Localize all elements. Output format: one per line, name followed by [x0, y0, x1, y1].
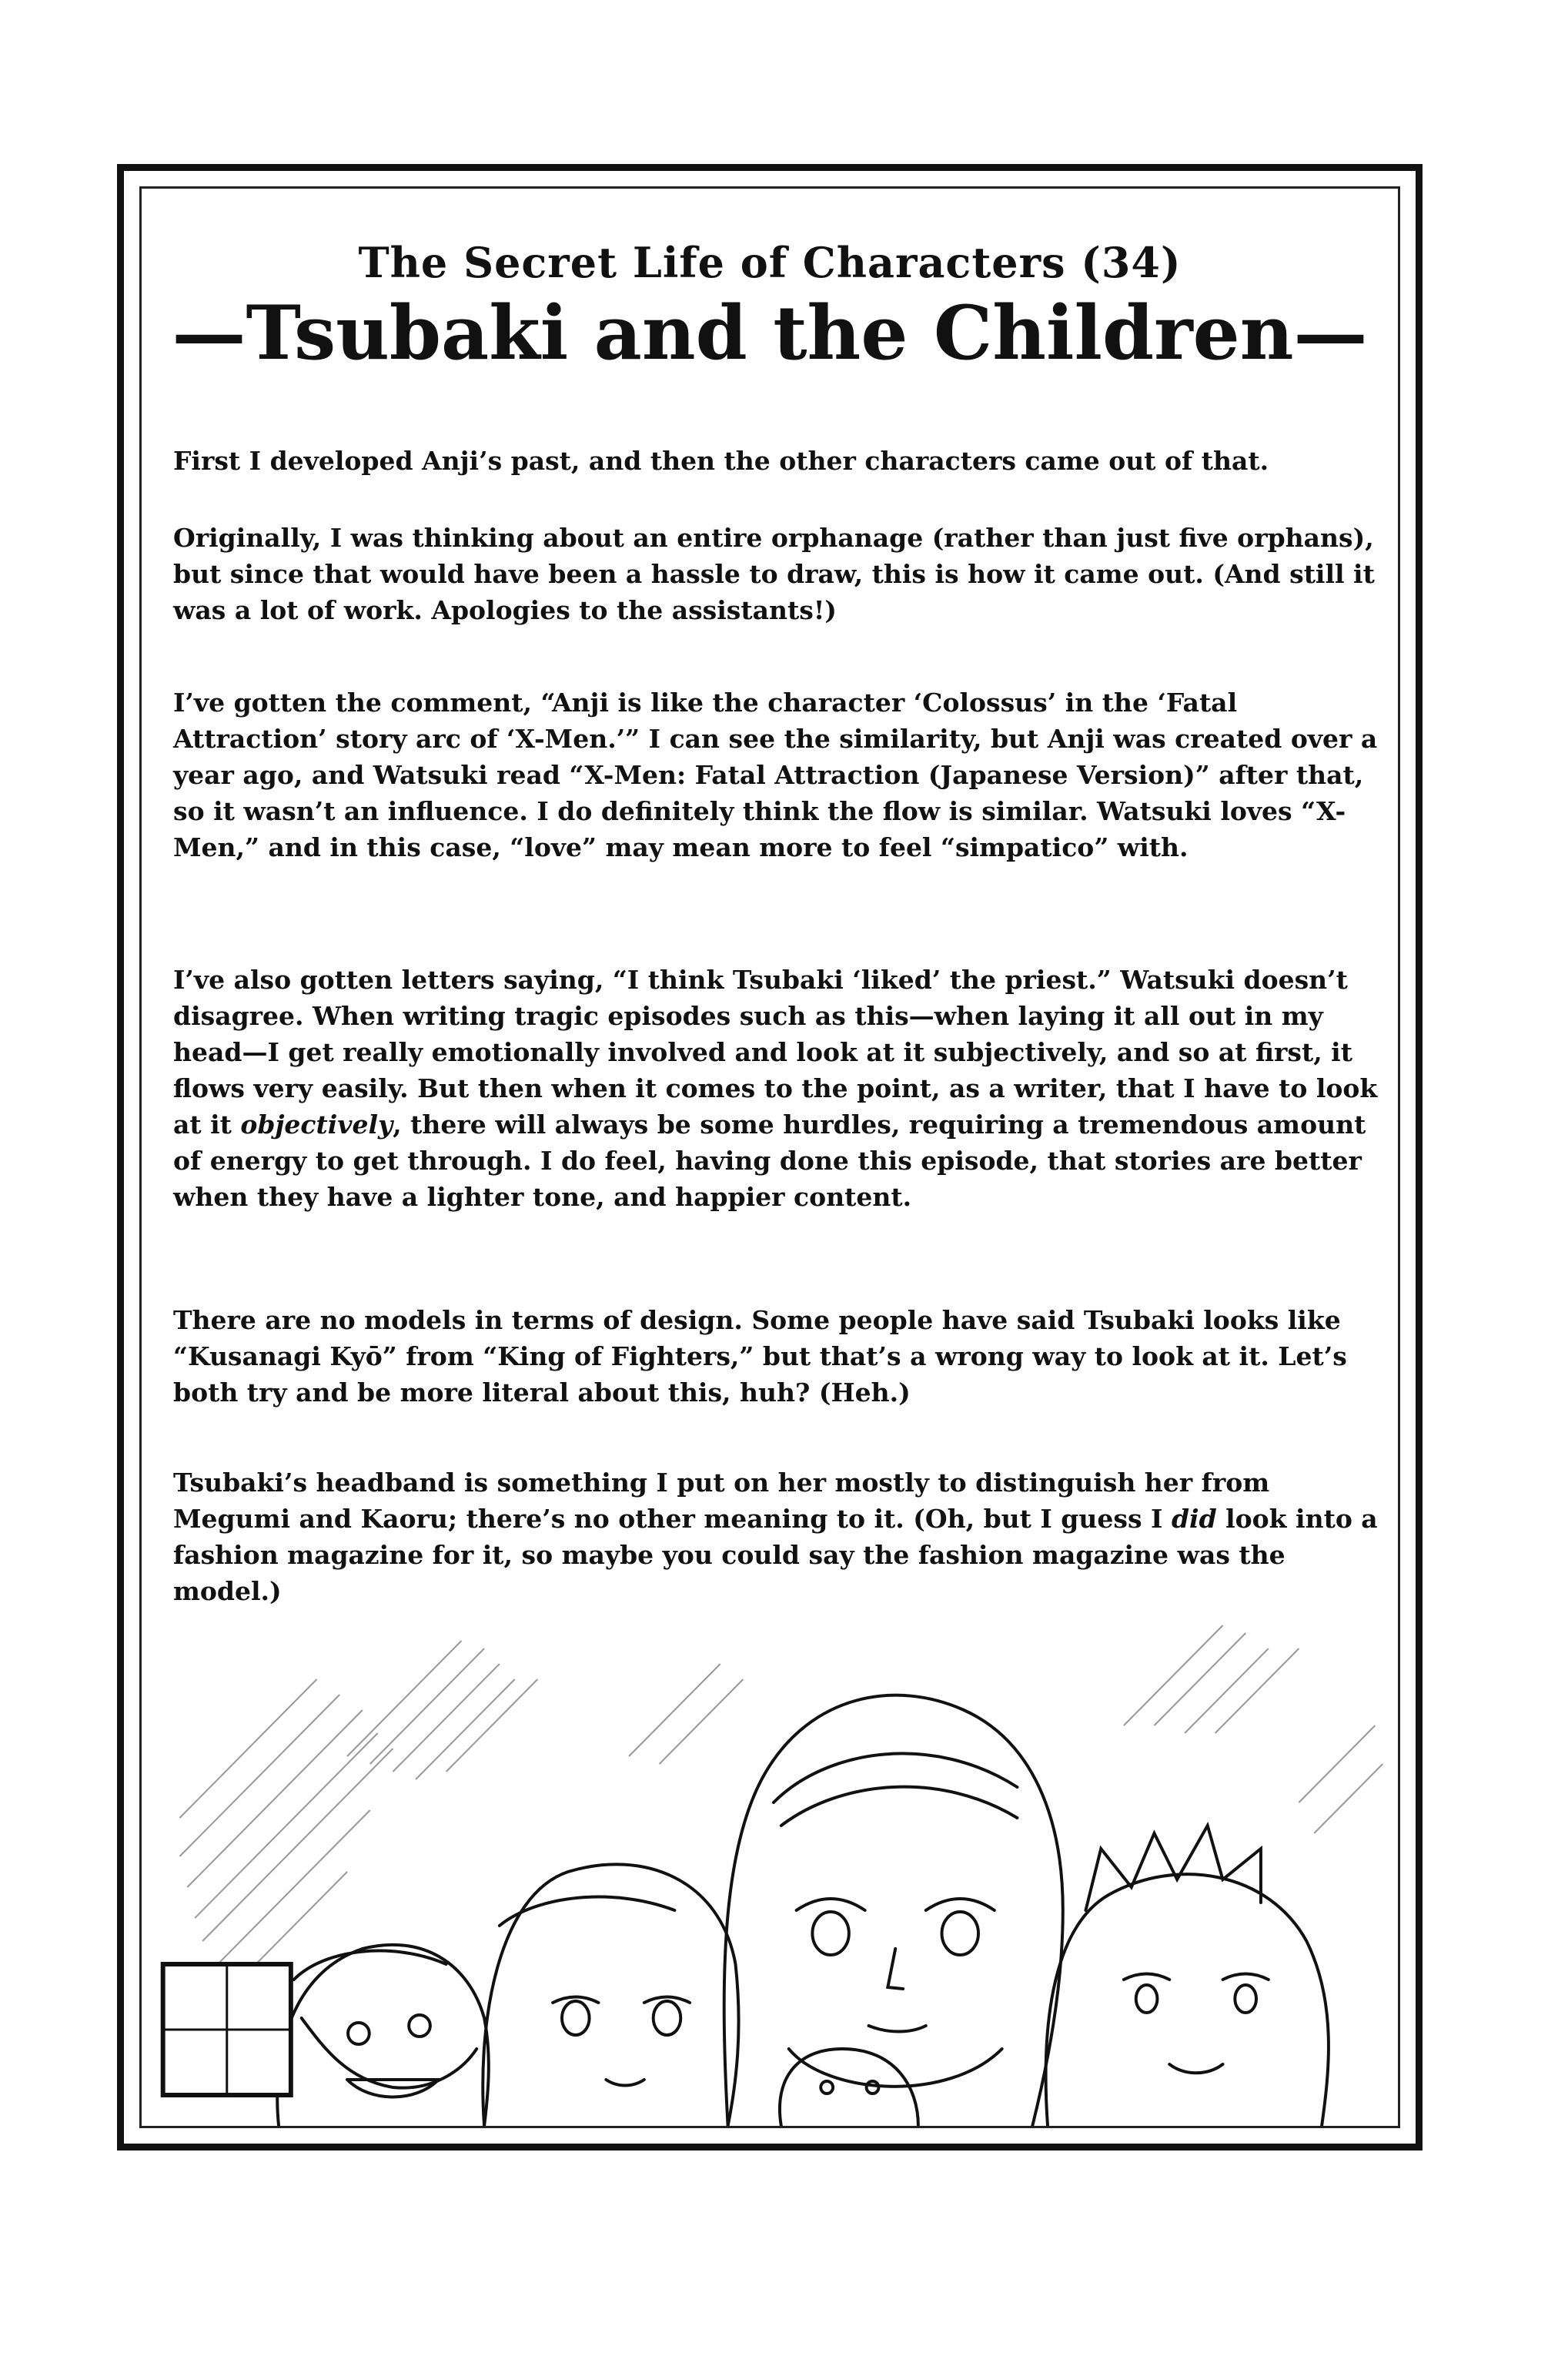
page-title: The Secret Life of Characters (34): [358, 238, 1182, 287]
paragraph-6-text: Tsubaki’s headband is something I put on her mostly to distinguish her from Megumi and Kaoru; there’s no other meaning to it. (Oh, but I guess I: [173, 1468, 1270, 1534]
paragraph-1: First I developed Anji’s past, and then the other characters came out of that.: [173, 446, 1269, 476]
paragraph-6-emphasis: did: [1171, 1504, 1217, 1534]
paragraph-6: [173, 1464, 1393, 1609]
paragraph-5: There are no models in terms of design. Some people have said Tsubaki looks like “Kusanagi Kyō” from “King of Fighters,” but that’s a wrong way to look at it. Let’s both try and be more literal about this, huh? (Heh.): [173, 1305, 1347, 1407]
character-sketch-illustration: [142, 1618, 1398, 2126]
paragraph-6-text-end: look into a fashion magazine for it, so maybe you could say the fashion magazine was the model.): [173, 1504, 1378, 1606]
paragraph-4: [173, 962, 1393, 1215]
page-subtitle: —Tsubaki and the Children—: [172, 290, 1368, 377]
page-frame: [117, 164, 1423, 2151]
page-inner-frame: [139, 186, 1400, 2128]
sketch-drawing: [142, 1618, 1398, 2126]
paragraph-2: Originally, I was thinking about an entire orphanage (rather than just five orphans), but since that would have been a hassle to draw, this is how it came out. (And still it was a lot of work. Apologies to the assistants!): [173, 523, 1375, 625]
paragraph-3: I’ve gotten the comment, “Anji is like the character ‘Colossus’ in the ‘Fatal Attraction’ story arc of ‘X-Men.’” I can see the similarity, but Anji was created over a year ago, and Watsuki read “X-Men: Fatal Attraction (Japanese Version)” after that, so it wasn’t an influence. I do definitely think the flow is similar. Watsuki loves “X-Men,” and in this case, “love” may mean more to feel “simpatico” with.: [173, 688, 1378, 862]
paragraph-4-text: I’ve also gotten letters saying, “I think Tsubaki ‘liked’ the priest.” Watsuki doesn’t disagree. When writing tragic episodes such as this—when laying it all out in my head—I get really emotionally involved and look at it subjectively, and so at first, it flows very easily. But then when it comes to the point, as a writer, that I have to look at it: [173, 965, 1378, 1140]
paragraph-4-emphasis: objectively: [240, 1110, 393, 1140]
paragraph-4-text-end: , there will always be some hurdles, requiring a tremendous amount of energy to get through. I do feel, having done this episode, that stories are better when they have a lighter tone, and happier content.: [173, 1110, 1366, 1212]
artist-seal: [163, 1964, 291, 2095]
